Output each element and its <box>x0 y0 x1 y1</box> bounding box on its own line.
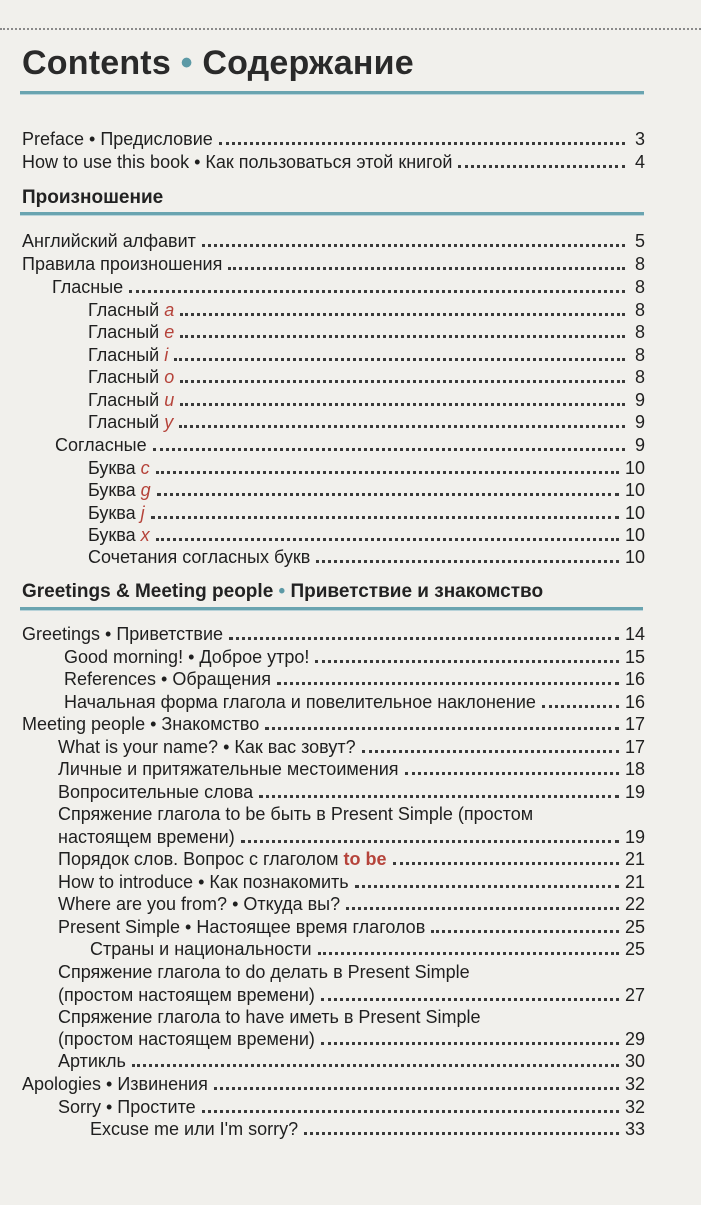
toc-entry[interactable]: Артикль 30 <box>58 1051 645 1071</box>
toc-entry[interactable]: Гласный o 8 <box>88 367 645 387</box>
toc-entry[interactable]: Начальная форма глагола и повелительное наклонение 16 <box>64 692 645 712</box>
toc-entry-line[interactable]: Спряжение глагола to have иметь в Present Simple <box>58 1007 481 1027</box>
section-rule <box>20 607 643 611</box>
toc-entry[interactable]: (простом настоящем времени) 29 <box>58 1029 645 1049</box>
toc-entry[interactable]: Сочетания согласных букв 10 <box>88 547 645 567</box>
toc-entry[interactable]: Гласный i 8 <box>88 345 645 365</box>
page-title: Contents • Содержание <box>22 44 414 82</box>
toc-entry[interactable]: How to use this book • Как пользоваться этой книгой 4 <box>22 152 645 172</box>
toc-entry[interactable]: Буква c 10 <box>88 458 645 478</box>
toc-entry[interactable]: Sorry • Простите 32 <box>58 1097 645 1117</box>
toc-entry[interactable]: Гласные 8 <box>52 277 645 297</box>
toc-entry[interactable]: Правила произношения 8 <box>22 254 645 274</box>
toc-entry[interactable]: Английский алфавит 5 <box>22 231 645 251</box>
toc-entry[interactable]: Гласный u 9 <box>88 390 645 410</box>
title-rule <box>20 91 644 95</box>
toc-entry[interactable]: Порядок слов. Вопрос с глаголом to be 21 <box>58 849 645 869</box>
section-heading-greetings: Greetings & Meeting people • Приветствие и знакомство <box>22 581 544 602</box>
toc-entry[interactable]: Meeting people • Знакомство 17 <box>22 714 645 734</box>
toc-entry[interactable]: Вопросительные слова 19 <box>58 782 645 802</box>
toc-entry[interactable]: Present Simple • Настоящее время глаголов 25 <box>58 917 645 937</box>
section-heading-pronunciation: Произношение <box>22 187 164 208</box>
toc-entry[interactable]: Гласный a 8 <box>88 300 645 320</box>
toc-entry[interactable]: Excuse me или I'm sorry? 33 <box>90 1119 645 1139</box>
toc-entry[interactable]: Гласный e 8 <box>88 322 645 342</box>
toc-entry[interactable]: (простом настоящем времени) 27 <box>58 985 645 1005</box>
toc-entry[interactable]: Preface • Предисловие 3 <box>22 129 645 149</box>
toc-entry[interactable]: Страны и национальности 25 <box>90 939 645 959</box>
toc-entry-line[interactable]: Спряжение глагола to do делать в Present Simple <box>58 962 470 982</box>
toc-entry-line[interactable]: Спряжение глагола to be быть в Present Simple (простом <box>58 804 534 824</box>
toc-entry[interactable]: Greetings • Приветствие 14 <box>22 624 645 644</box>
toc-entry[interactable]: Apologies • Извинения 32 <box>22 1074 645 1094</box>
toc-entry[interactable]: References • Обращения 16 <box>64 669 645 689</box>
toc-entry[interactable]: Where are you from? • Откуда вы? 22 <box>58 894 645 914</box>
toc-entry[interactable]: Буква g 10 <box>88 480 645 500</box>
toc-entry[interactable]: Согласные 9 <box>55 435 645 455</box>
toc-entry[interactable]: How to introduce • Как познакомить 21 <box>58 872 645 892</box>
toc-entry[interactable]: Личные и притяжательные местоимения 18 <box>58 759 645 779</box>
toc-entry[interactable]: Good morning! • Доброе утро! 15 <box>64 647 645 667</box>
toc-entry[interactable]: Буква j 10 <box>88 503 645 523</box>
top-dotted-border <box>0 28 701 30</box>
toc-entry[interactable]: What is your name? • Как вас зовут? 17 <box>58 737 645 757</box>
section-rule <box>20 212 644 216</box>
toc-entry[interactable]: Гласный y 9 <box>88 412 645 432</box>
toc-entry[interactable]: Буква x 10 <box>88 525 645 545</box>
toc-entry[interactable]: настоящем времени) 19 <box>58 827 645 847</box>
